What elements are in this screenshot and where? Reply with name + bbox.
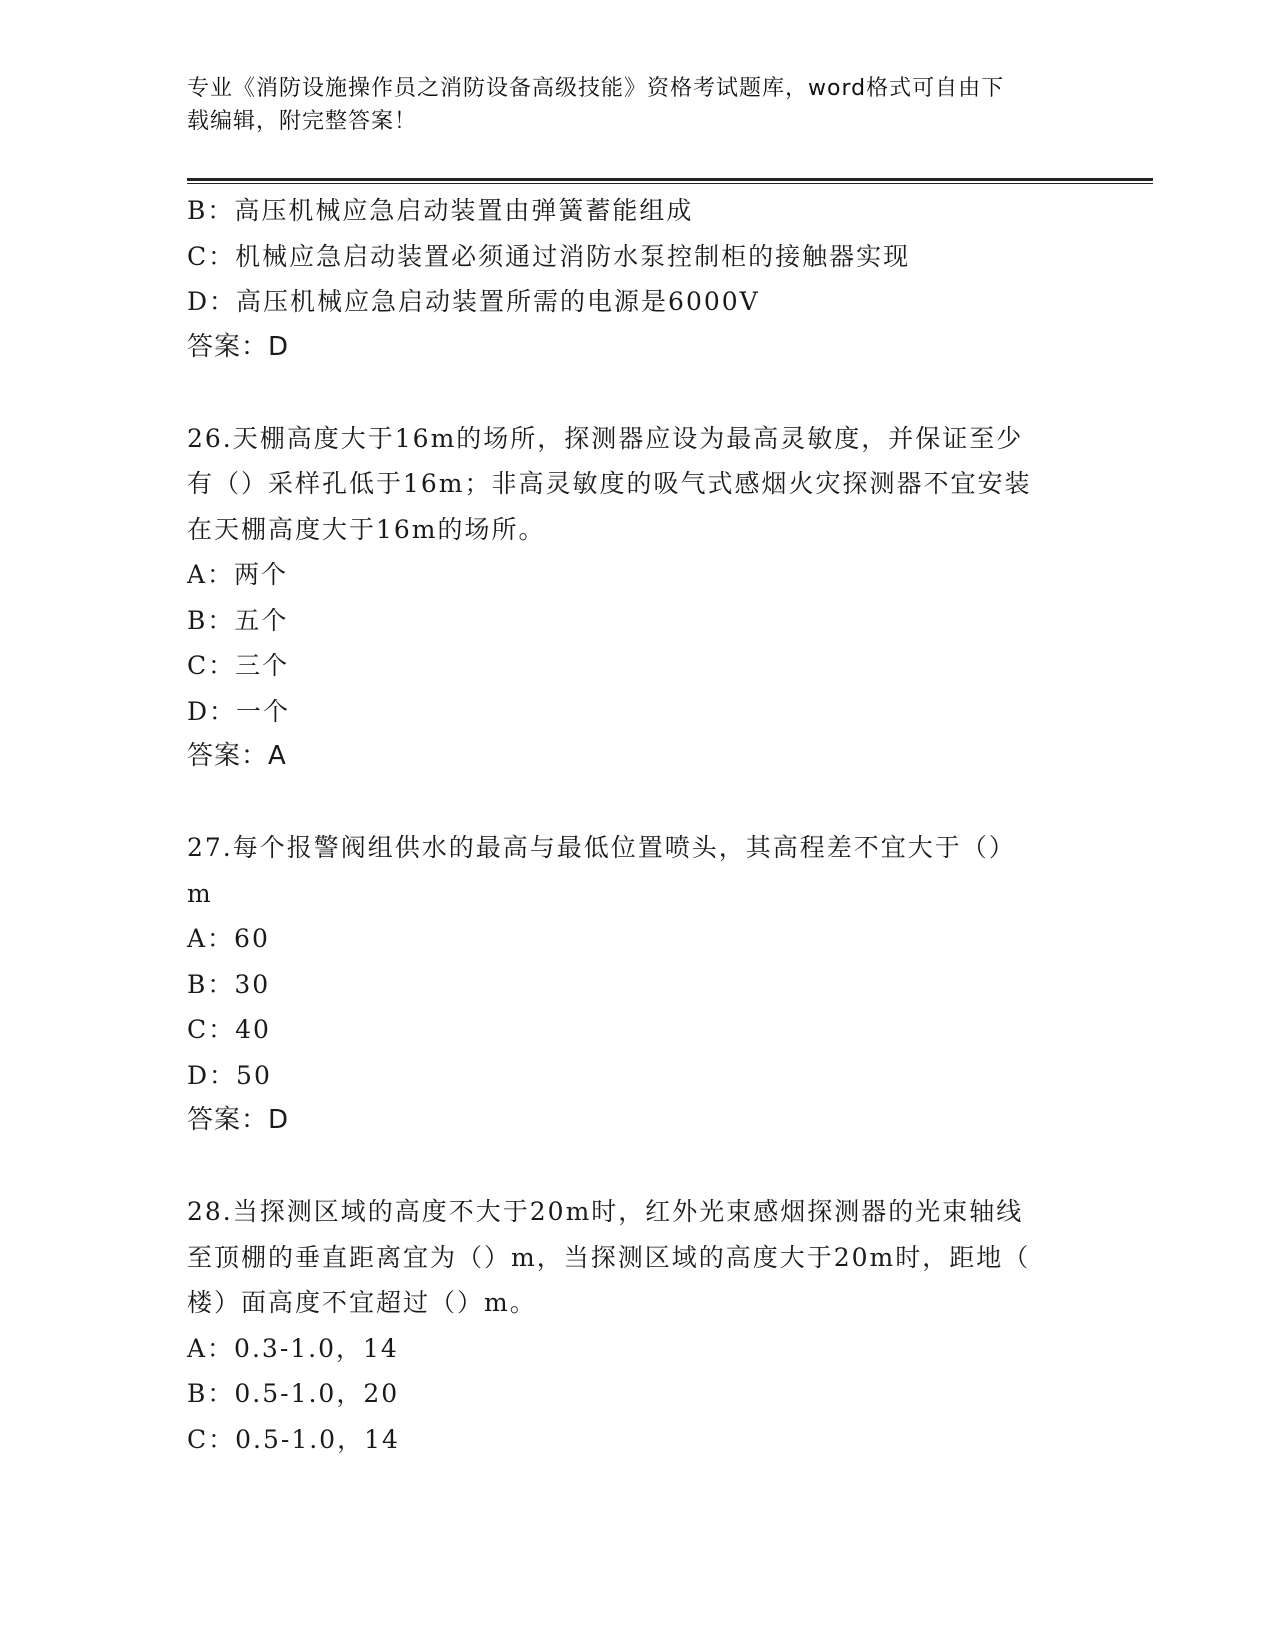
question-27: [187, 825, 1087, 1144]
q25-option-c: C：机械应急启动装置必须通过消防水泵控制柜的接触器实现: [187, 241, 911, 271]
q27-option-c: C：40: [187, 1015, 271, 1044]
q27-answer: 答案：D: [187, 1105, 290, 1135]
header-rule-thin: [187, 183, 1153, 184]
document-header: [187, 72, 1067, 138]
q25-option-b: B：高压机械应急启动装置由弹簧蓄能组成: [187, 196, 694, 225]
q28-stem-line-3: 楼）面高度不宜超过（）m。: [187, 1288, 537, 1317]
q25-option-d: D：高压机械应急启动装置所需的电源是6000V: [187, 287, 760, 316]
question-25: [187, 188, 1087, 370]
q28-option-a: A：0.3-1.0，14: [187, 1333, 399, 1363]
q26-stem-line-1: 26.天棚高度大于16m的场所，探测器应设为最高灵敏度，并保证至少: [187, 423, 1024, 453]
q27-stem-line-1: 27.每个报警阀组供水的最高与最低位置喷头，其高程差不宜大于（）: [187, 833, 1016, 862]
q26-stem-line-3: 在天棚高度大于16m的场所。: [187, 514, 546, 544]
q27-stem-line-2: m: [187, 878, 213, 908]
spacer: [187, 1144, 1087, 1190]
q26-option-d: D：一个: [187, 696, 291, 726]
q26-option-b: B：五个: [187, 605, 289, 635]
q28-stem-line-1: 28.当探测区域的高度不大于20m时，红外光束感烟探测器的光束轴线: [187, 1197, 1024, 1226]
q25-answer: 答案：D: [187, 331, 290, 362]
q27-option-d: D：50: [187, 1060, 272, 1090]
q26-option-c: C：三个: [187, 651, 290, 680]
spacer: [187, 780, 1087, 826]
q28-stem-line-2: 至顶棚的垂直距离宜为（）m，当探测区域的高度大于20m时，距地（: [187, 1242, 1031, 1272]
q27-option-a: A：60: [187, 924, 270, 953]
q28-option-b: B：0.5-1.0，20: [187, 1379, 400, 1408]
header-line-1: 专业《消防设施操作员之消防设备高级技能》资格考试题库，word格式可自由下: [187, 76, 1005, 101]
q28-option-c: C：0.5-1.0，14: [187, 1424, 400, 1454]
q26-option-a: A：两个: [187, 560, 289, 589]
spacer: [187, 370, 1087, 416]
q26-stem-line-2: 有（）采样孔低于16m；非高灵敏度的吸气式感烟火灾探测器不宜安装: [187, 469, 1032, 498]
header-rule-thick: [187, 178, 1153, 181]
question-28: [187, 1189, 1087, 1462]
header-line-2: 载编辑，附完整答案！: [187, 109, 418, 134]
q26-answer: 答案：A: [187, 741, 287, 771]
q27-option-b: B：30: [187, 969, 271, 999]
question-content: [187, 188, 1087, 1462]
question-26: [187, 416, 1087, 780]
